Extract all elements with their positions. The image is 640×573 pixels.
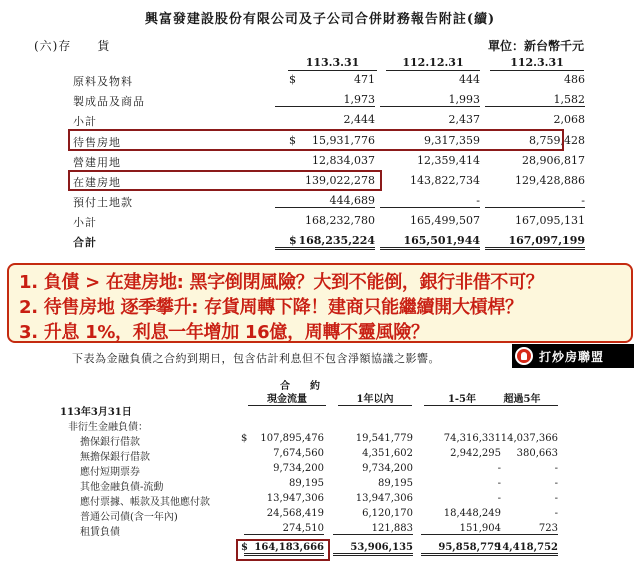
cell: 7,674,560 [273, 448, 324, 459]
row-label: 擔保銀行借款 [80, 437, 140, 448]
row-label: 在建房地 [73, 176, 121, 189]
currency-sign: $ [241, 433, 248, 444]
cell: 13,947,306 [266, 493, 324, 504]
cell: 74,316,331 [443, 433, 501, 444]
cell: 2,444 [343, 113, 375, 126]
currency-sign: $ [289, 73, 296, 86]
cell: - [485, 194, 585, 208]
row-label: 小計 [73, 115, 97, 128]
row-label: 製成品及商品 [73, 95, 145, 108]
currency-sign: $ [289, 234, 297, 247]
cell: 139,022,278 [305, 174, 375, 187]
row-label: 普通公司債(含一年內) [80, 512, 178, 523]
cell: 121,883 [333, 523, 413, 535]
maturity-intro: 下表為金融負債之合約到期日，包含估計利息但不包含淨額協議之影響。 [72, 352, 440, 365]
cell: 151,904 [421, 523, 501, 535]
cell: 28,906,817 [522, 154, 585, 167]
cell: 8,759,428 [529, 134, 585, 147]
cell: 2,942,295 [450, 448, 501, 459]
cell: 380,663 [516, 448, 558, 459]
cell: - [554, 478, 558, 489]
cell: - [497, 478, 501, 489]
cell: 274,510 [244, 523, 324, 535]
highlight-box-under-construction [68, 170, 382, 191]
cell: - [497, 463, 501, 474]
cell: 486 [564, 73, 585, 86]
cell: 107,895,476 [260, 433, 324, 444]
cell: 12,359,414 [417, 154, 480, 167]
cell: 471 [354, 73, 375, 86]
cell: 18,448,249 [443, 508, 501, 519]
table-row [0, 448, 640, 463]
cell: 1,993 [380, 93, 480, 107]
row-label: 應付短期票券 [80, 467, 140, 478]
cell: - [497, 493, 501, 504]
cell: 89,195 [378, 478, 413, 489]
cell: 2,437 [448, 113, 480, 126]
table-row [0, 93, 640, 109]
cell: 1,582 [485, 93, 585, 107]
table-row-total [0, 234, 640, 252]
banner-line-1: 1. 負債 > 在建房地: 黑字倒閉風險？大到不能倒，銀行非借不可？ [19, 272, 544, 293]
currency-sign: $ [289, 134, 296, 147]
row-label: 應付票據、帳款及其他應付款 [80, 497, 210, 508]
col-header-over-5y: 超過5年 [486, 390, 558, 406]
banner-line-2: 2. 待售房地 逐季攀升: 存貨周轉下降！建商只能繼續開大槓桿？ [19, 297, 523, 318]
cell: 143,822,734 [410, 174, 480, 187]
cell: 89,195 [289, 478, 324, 489]
row-label: 預付土地款 [73, 196, 133, 209]
cell: 14,418,752 [478, 542, 558, 556]
doc-title: 興富發建設股份有限公司及子公司合併財務報告附註(續) [144, 12, 496, 27]
cell: 168,232,780 [305, 214, 375, 227]
date-label: 113年3月31日 [60, 407, 132, 418]
table-row [0, 508, 640, 523]
table-row [0, 194, 640, 210]
cell: 167,097,199 [485, 234, 585, 250]
inventory-table [0, 0, 640, 260]
row-label: 租賃負債 [80, 527, 120, 538]
cell: 19,541,779 [355, 433, 413, 444]
highlight-box-total [236, 539, 330, 561]
table-row [0, 478, 640, 493]
col-header-contract-top: 合 約 [280, 381, 320, 392]
row-label: 其他金融負債-流動 [80, 482, 164, 493]
cell: 1,973 [275, 93, 375, 107]
cell: 9,734,200 [362, 463, 413, 474]
cell: - [554, 463, 558, 474]
cell: 168,235,224 [275, 234, 375, 250]
logo [512, 344, 634, 368]
cell: 2,068 [553, 113, 585, 126]
cell: 167,095,131 [515, 214, 585, 227]
cell: 129,428,886 [515, 174, 585, 187]
row-label: 原料及物料 [73, 75, 133, 88]
unit-label: 單位：新台幣千元 [487, 39, 584, 53]
cell: 4,351,602 [362, 448, 413, 459]
cell: 53,906,135 [333, 542, 413, 556]
cell: - [554, 493, 558, 504]
currency-sign: $ [241, 542, 248, 553]
cell: 444 [459, 73, 480, 86]
cell: 165,499,507 [410, 214, 480, 227]
row-label: 營建用地 [73, 156, 121, 169]
cell: - [554, 508, 558, 519]
cell: 14,037,366 [500, 433, 558, 444]
row-label: 合計 [73, 236, 97, 249]
table-row [0, 463, 640, 478]
table-row [0, 523, 640, 538]
banner-line-3: 3. 升息 1%，利息一年增加 16億，周轉不靈風險？ [19, 322, 429, 343]
cell: 444,689 [275, 194, 375, 208]
pig-logo-icon [515, 347, 533, 365]
cell: 15,931,776 [312, 134, 375, 147]
section-label: (六)存 貨 [34, 39, 111, 53]
col-header-cashflow: 現金流量 [248, 390, 326, 406]
row-label: 無擔保銀行借款 [80, 452, 150, 463]
cell: 723 [478, 523, 558, 535]
col-header-1-5y: 1-5年 [424, 390, 500, 406]
cell: 13,947,306 [355, 493, 413, 504]
row-label: 待售房地 [73, 136, 121, 149]
table-row [0, 73, 640, 89]
col-header-2: 112.12.31 [386, 56, 480, 71]
table-row [0, 113, 640, 129]
table-row [0, 214, 640, 230]
table-row [0, 433, 640, 448]
highlight-box-for-sale [68, 129, 564, 151]
cell: 164,183,666 [244, 542, 324, 556]
col-header-3: 112.3.31 [490, 56, 584, 71]
table-row [0, 154, 640, 170]
group-label: 非衍生金融負債： [68, 422, 148, 433]
cell: 95,858,779 [421, 542, 501, 556]
logo-text: 打炒房聯盟 [539, 349, 605, 364]
cell: 12,834,037 [312, 154, 375, 167]
cell: 165,501,944 [380, 234, 480, 250]
cell: 24,568,419 [266, 508, 324, 519]
cell: 9,317,359 [424, 134, 480, 147]
row-label: 小計 [73, 216, 97, 229]
table-row [0, 493, 640, 508]
cell: 6,120,170 [362, 508, 413, 519]
col-header-1: 113.3.31 [288, 56, 377, 71]
col-header-within-1y: 1年以內 [338, 390, 412, 406]
commentary-banner [7, 263, 633, 343]
cell: - [380, 194, 480, 208]
cell: 9,734,200 [273, 463, 324, 474]
